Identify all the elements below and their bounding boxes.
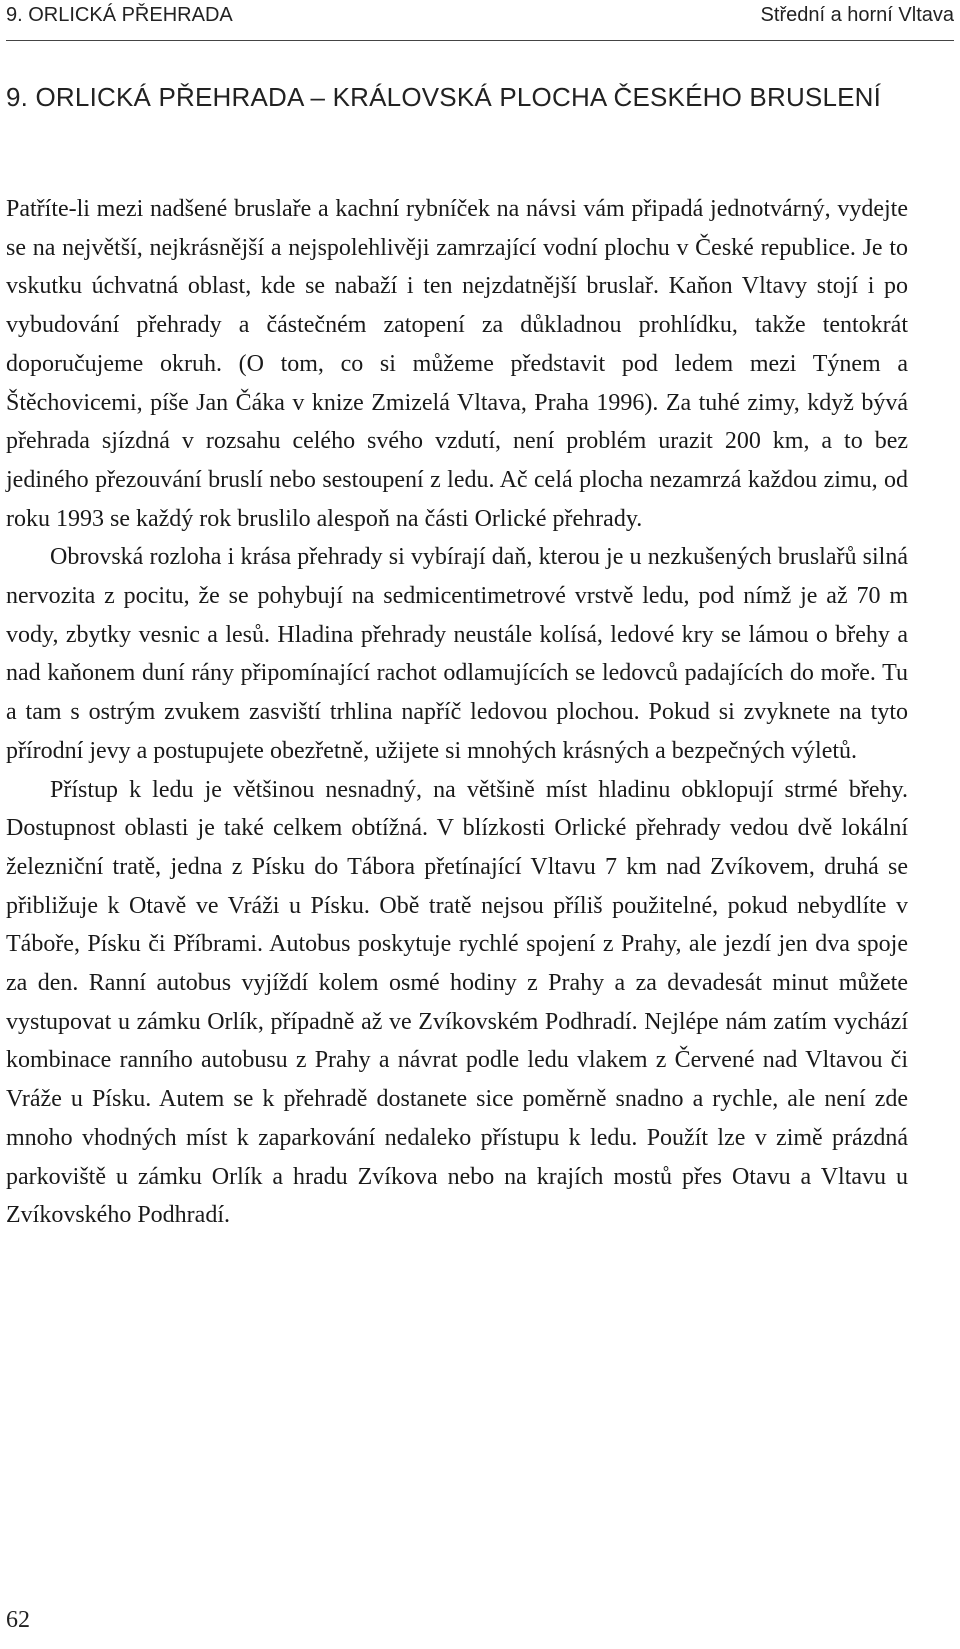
page-number: 62 [6, 1607, 30, 1633]
paragraph-ice-dangers: Obrovská rozloha i krása přehrady si vybírají daň, kterou je u nezkušených bruslařů silná nervozita z pocitu, že se pohybují na sedmicentimetrové vrstvě ledu, pod nímž je až 70 m vody, zbytky vesnic a lesů. Hladina přehrady neustále kolísá, ledové kry se lámou o břehy a nad kaňonem duní rány připomínající rachot odlamujících se ledovců padajících do moře. Tu a tam s ostrým zvukem zasviští trhlina napříč ledovou plochou. Pokud si zvyknete na tyto přírodní jevy a postupujete obezřetně, užijete si mnohých krásných a bezpečných výletů. [6, 544, 908, 764]
running-header [6, 0, 954, 41]
body-text [6, 190, 908, 1235]
running-header-section: Střední a horní Vltava [760, 4, 954, 26]
paragraph-intro: Patříte-li mezi nadšené bruslaře a kachní rybníček na návsi vám připadá jednotvárný, vydejte se na největší, nejkrásnější a nejspolehlivěji zamrzající vodní plochu v České republice. Je to vskutku úchvatná oblast, kde se nabaží i ten nejzdatnější bruslař. Kaňon Vltavy stojí i po vybudování přehrady a částečném zatopení za důkladnou prohlídku, takže tentokrát doporučujeme okruh. (O tom, co si můžeme představit pod ledem mezi Týnem a Štěchovicemi, píše Jan Čáka v knize Zmizelá Vltava, Praha 1996). Za tuhé zimy, když bývá přehrada sjízdná v rozsahu celého svého vzdutí, není problém urazit 200 km, a to bez jediného přezouvání bruslí nebo sestoupení z ledu. Ač celá plocha nezamrzá každou zimu, od roku 1993 se každý rok bruslilo alespoň na části Orlické přehrady. [6, 196, 908, 532]
paragraph-access: Přístup k ledu je většinou nesnadný, na většině míst hladinu obklopují strmé břehy. Dostupnost oblasti je také celkem obtížná. V blízkosti Orlické přehrady vedou dvě lokální železniční tratě, jedna z Písku do Tábora přetínající Vltavu 7 km nad Zvíkovem, druhá se přibližuje k Otavě ve Vráži u Písku. Obě tratě nejsou příliš použitelné, pokud nebydlíte v Táboře, Písku či Příbrami. Autobus poskytuje rychlé spojení z Prahy, ale jezdí jen dva spoje za den. Ranní autobus vyjíždí kolem osmé hodiny z Prahy a za devadesát minut můžete vystupovat u zámku Orlík, případně až ve Zvíkovském Podhradí. Nejlépe nám zatím vychází kombinace ranního autobusu z Prahy a návrat podle ledu vlakem z Červené nad Vltavou či Vráže u Písku. Autem se k přehradě dostanete sice poměrně snadno a rychle, ale není zde mnoho vhodných míst k zaparkování nedaleko přístupu k ledu. Použít lze v zimě prázdná parkoviště u zámku Orlík a hradu Zvíkova nebo na krajích mostů přes Otavu a Vltavu u Zvíkovského Podhradí. [6, 776, 908, 1229]
running-header-chapter: 9. ORLICKÁ PŘEHRADA [6, 4, 233, 26]
chapter-title: 9. ORLICKÁ PŘEHRADA – KRÁLOVSKÁ PLOCHA ČESKÉHO BRUSLENÍ [6, 82, 882, 112]
